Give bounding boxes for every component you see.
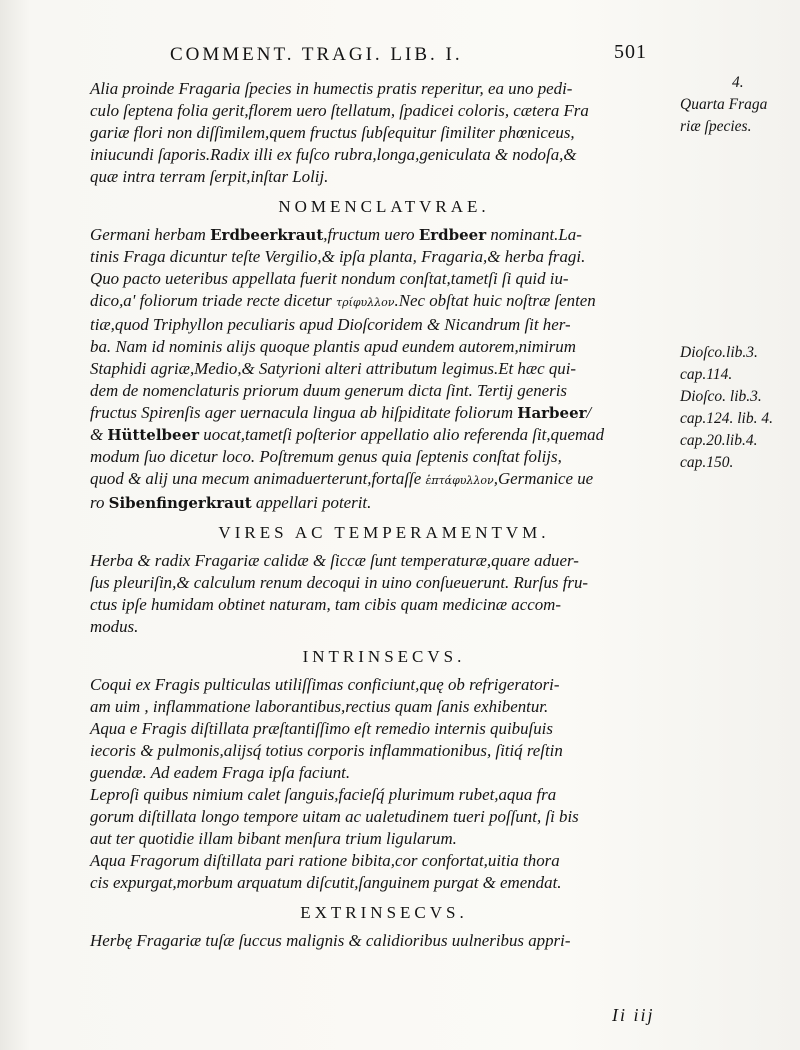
- text-segment: Germani herbam: [90, 225, 211, 244]
- text-line: Herba & radix Fragariæ calidæ & ſiccæ ſunt temperaturæ,quare aduer-: [90, 551, 579, 570]
- text-line: [90, 224, 678, 246]
- text-line: [90, 492, 678, 514]
- margin-ref: Dioſco. lib.3.: [680, 388, 762, 405]
- text-line: guendæ. Ad eadem Fraga ipſa faciunt.: [90, 763, 351, 782]
- margin-note-references: [680, 342, 798, 474]
- text-line: [90, 424, 678, 446]
- greek-word: τρίφυλλον: [335, 296, 395, 309]
- section-heading-extrinsecus: EXTRINSECVS.: [300, 903, 468, 922]
- text-segment: &: [90, 425, 108, 444]
- blackletter-word: Erdbeer: [418, 226, 487, 244]
- text-line: Aqua e Fragis diſtillata præſtantiſſimo eſt remedio internis quibuſuis: [90, 719, 553, 738]
- main-text-column: [90, 78, 678, 952]
- paragraph-pulticulas: [90, 674, 678, 718]
- margin-ref: cap.124. lib. 4.: [680, 410, 773, 427]
- blackletter-word: Sibenfingerkraut: [108, 494, 252, 512]
- text-line: aut ter quotidie illam bibant menſura trium ligularum.: [90, 829, 457, 848]
- text-segment: ,fructum uero: [323, 225, 419, 244]
- text-line: Coqui ex Fragis pulticulas utiliſſimas conficiunt,quę ob refrigeratori-: [90, 675, 560, 694]
- margin-note-line: Quarta Fraga: [680, 96, 768, 113]
- text-line: culo ſeptena folia gerit,florem uero ſtellatum, ſpadicei coloris, cætera Fra: [90, 101, 589, 120]
- section-heading-nomenclature: NOMENCLATVRAE.: [278, 197, 490, 216]
- text-line: ba. Nam id nominis alijs quoque plantis apud eundem autorem,nimirum: [90, 337, 576, 356]
- text-segment: dico,a' foliorum triade recte dicetur: [90, 291, 336, 310]
- text-line: [90, 468, 678, 492]
- text-segment: nominant.La-: [486, 225, 582, 244]
- text-line: iniucundi ſaporis.Radix illi ex fuſco rubra,longa,geniculata & nodoſa,&: [90, 145, 577, 164]
- blackletter-word: Hüttelbeer: [107, 426, 200, 444]
- text-line: ſus pleuriſin,& calculum renum decoqui in uino conſueuerunt. Rurſus fru-: [90, 573, 589, 592]
- text-line: [90, 290, 678, 314]
- text-line: gariæ flori non diſſimilem,quem fructus ſubſequitur ſimiliter phœniceus,: [90, 123, 575, 142]
- section-heading-intrinsecus: INTRINSECVS.: [302, 647, 466, 666]
- paragraph-aqua-distillata: [90, 718, 678, 784]
- margin-ref: Dioſco.lib.3.: [680, 344, 758, 361]
- text-segment: ro: [90, 493, 109, 512]
- text-line: gorum diſtillata longo tempore uitam ac ualetudinem tueri poſſunt, ſi bis: [90, 807, 579, 826]
- margin-ref: cap.20.lib.4.: [680, 432, 758, 449]
- text-line: am uim , inflammatione laborantibus,rectius quam ſanis exhibentur.: [90, 697, 549, 716]
- section-heading-vires: VIRES AC TEMPERAMENTVM.: [218, 523, 550, 542]
- margin-ref: cap.114.: [680, 366, 733, 383]
- text-line: Staphidi agriæ,Medio,& Satyrioni alteri attributum legimus.Et hæc qui-: [90, 359, 577, 378]
- text-line: Leproſi quibus nimium calet ſanguis,facieſq́ plurimum rubet,aqua fra: [90, 785, 557, 804]
- blackletter-word: Erdbeerkraut: [210, 226, 324, 244]
- text-line: quæ intra terram ſerpit,inſtar Lolij.: [90, 167, 329, 186]
- text-line: dem de nomenclaturis priorum duum generum dicta ſint. Tertij generis: [90, 381, 567, 400]
- text-segment: ,Germanice ue: [493, 469, 594, 488]
- text-segment: quod & alij una mecum animaduerterunt,fortaſſe: [90, 469, 426, 488]
- text-segment: appellari poterit.: [251, 493, 372, 512]
- paragraph-vires: [90, 550, 678, 638]
- text-line: Quo pacto ueteribus appellata fuerit nondum conſtat,tametſi ſi quid iu-: [90, 269, 569, 288]
- signature-mark: Ii iij: [612, 1005, 655, 1025]
- text-segment: fructus Spirenſis ager uernacula lingua ab hiſpiditate foliorum: [90, 403, 518, 422]
- margin-ref: cap.150.: [680, 454, 734, 471]
- margin-note-line: 4.: [732, 74, 744, 91]
- paragraph-leprosi: [90, 784, 678, 850]
- text-line: [90, 402, 678, 424]
- text-line: tinis Fraga dicuntur teſte Vergilio,& ipſa planta, Fragaria,& herba fragi.: [90, 247, 586, 266]
- paragraph-herbe-fragariae: [90, 930, 678, 952]
- text-segment: .Nec obſtat huic noſtræ ſenten: [394, 291, 596, 310]
- text-line: Aqua Fragorum diſtillata pari ratione bibita,cor confortat,uitia thora: [90, 851, 560, 870]
- page-number: 501: [614, 41, 647, 63]
- text-line: modus.: [90, 617, 139, 636]
- paragraph-fourth-species: [90, 78, 678, 188]
- paragraph-nomenclature: [90, 224, 678, 514]
- text-line: modum ſuo dicetur loco. Poſtremum genus quia ſeptenis conſtat folijs,: [90, 447, 562, 466]
- margin-note-line: riæ ſpecies.: [680, 118, 752, 135]
- blackletter-word: Harbeer: [517, 404, 587, 422]
- text-line: Herbę Fragariæ tuſæ ſuccus malignis & calidioribus uulneribus appri-: [90, 931, 571, 950]
- running-title: COMMENT. TRAGI. LIB. I.: [170, 44, 463, 65]
- text-line: ctus ipſe humidam obtinet naturam, tam cibis quam medicinæ accom-: [90, 595, 561, 614]
- text-segment: uocat,tametſi poſterior appellatio alio referenda ſit,quemad: [199, 425, 605, 444]
- text-line: Alia proinde Fragaria ſpecies in humectis pratis reperitur, ea uno pedi-: [90, 79, 573, 98]
- text-line: tiæ,quod Triphyllon peculiaris apud Dioſcoridem & Nicandrum ſit her-: [90, 315, 571, 334]
- text-segment: /: [586, 403, 592, 422]
- greek-word: ἑπτάφυλλον: [425, 474, 494, 487]
- text-line: iecoris & pulmonis,alijsq́ totius corporis inflammationibus, ſitiq́ reſtin: [90, 741, 563, 760]
- margin-note-species: [680, 72, 798, 138]
- text-line: cis expurgat,morbum arquatum diſcutit,ſanguinem purgat & emendat.: [90, 873, 562, 892]
- paragraph-aqua-fragorum: [90, 850, 678, 894]
